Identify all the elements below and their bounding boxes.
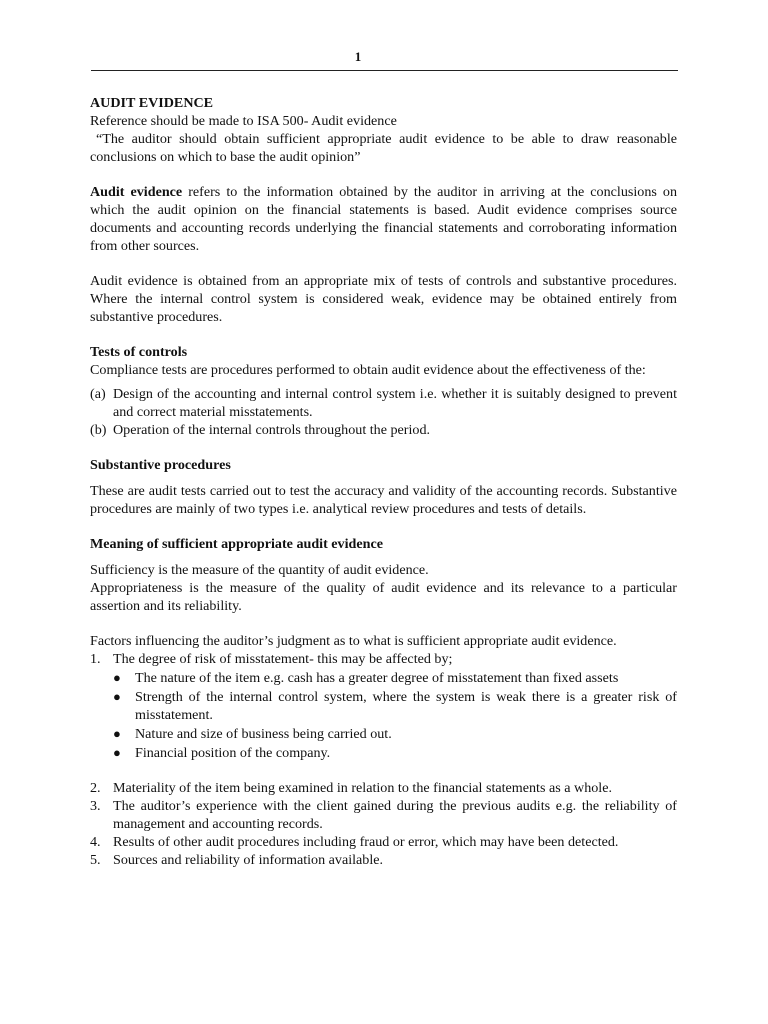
bullet-icon: ●: [113, 726, 121, 741]
list-item: [90, 421, 677, 439]
list-item-text: Sources and reliability of information available.: [113, 852, 384, 868]
bullet-icon: ●: [113, 689, 121, 704]
substantive-procedures-body: These are audit tests carried out to test the accuracy and validity of the accounting records. Substantive procedures are mainly of two types i.e. analytical review procedures and tests of details.: [90, 483, 677, 517]
bullet-text: The nature of the item e.g. cash has a greater degree of misstatement than fixed assets: [135, 670, 619, 686]
isa-reference: Reference should be made to ISA 500- Audit evidence: [90, 113, 397, 129]
list-marker: 1.: [90, 651, 101, 667]
bullet-item: [113, 744, 677, 762]
list-item-text: The degree of risk of misstatement- this may be affected by;: [113, 651, 453, 667]
list-marker: 2.: [90, 780, 101, 796]
definition-paragraph: [90, 183, 677, 255]
heading-substantive-procedures: Substantive procedures: [90, 457, 231, 473]
risk-factor-bullets: [113, 669, 677, 762]
list-marker: 5.: [90, 852, 101, 868]
definition-term: Audit evidence: [90, 184, 183, 200]
appropriateness-definition: Appropriateness is the measure of the quality of audit evidence and its relevance to a particular assertion and its reliability.: [90, 580, 677, 614]
bullet-text: Strength of the internal control system, where the system is weak there is a greater risk of misstatement.: [135, 689, 677, 723]
sufficiency-definition: Sufficiency is the measure of the quantity of audit evidence.: [90, 562, 429, 578]
evidence-mix-paragraph: Audit evidence is obtained from an appropriate mix of tests of controls and substantive procedures. Where the internal control system is considered weak, evidence may be obtained entirely from substantive procedures.: [90, 273, 677, 325]
list-marker: 4.: [90, 834, 101, 850]
factors-intro: Factors influencing the auditor’s judgment as to what is sufficient appropriate audit evidence.: [90, 633, 617, 649]
numbered-item: [90, 851, 677, 869]
list-item: [90, 385, 677, 421]
isa-quote: “The auditor should obtain sufficient appropriate audit evidence to be able to draw reasonable conclusions on which to base the audit opinion”: [90, 131, 677, 165]
bullet-icon: ●: [113, 745, 121, 760]
tests-of-controls-intro: Compliance tests are procedures performed to obtain audit evidence about the effectiveness of the:: [90, 362, 646, 378]
list-item-text: Operation of the internal controls throughout the period.: [113, 422, 431, 438]
list-item-text: The auditor’s experience with the client gained during the previous audits e.g. the reliability of management and accounting records.: [113, 798, 677, 832]
numbered-item: [90, 650, 677, 668]
list-item-text: Materiality of the item being examined in relation to the financial statements as a whole.: [113, 780, 612, 796]
section-title-audit-evidence: AUDIT EVIDENCE: [90, 95, 214, 111]
page-number: 1: [354, 49, 362, 64]
list-item-text: Design of the accounting and internal control system i.e. whether it is suitably designed to prevent and correct material misstatements.: [113, 386, 677, 420]
bullet-text: Financial position of the company.: [135, 745, 331, 761]
bullet-item: [113, 669, 677, 687]
bullet-item: [113, 725, 677, 743]
header-rule: [91, 70, 678, 71]
heading-tests-of-controls: Tests of controls: [90, 344, 188, 360]
definition-text: refers to the information obtained by the auditor in arriving at the conclusions on which the audit opinion on the financial statements is based. Audit evidence comprises source documents and accounting records underlying the financial statements and corroborating information from other sources.: [90, 184, 677, 254]
list-item-text: Results of other audit procedures including fraud or error, which may have been detected.: [113, 834, 619, 850]
numbered-item: [90, 833, 677, 851]
list-marker: 3.: [90, 798, 101, 814]
bullet-item: [113, 688, 677, 724]
bullet-text: Nature and size of business being carried out.: [135, 726, 392, 742]
numbered-item: [90, 797, 677, 833]
heading-sufficient-appropriate: Meaning of sufficient appropriate audit evidence: [90, 536, 383, 552]
numbered-item: [90, 779, 677, 797]
document-body: [90, 94, 677, 869]
bullet-icon: ●: [113, 670, 121, 685]
list-marker: (b): [90, 422, 107, 438]
list-marker: (a): [90, 386, 106, 402]
